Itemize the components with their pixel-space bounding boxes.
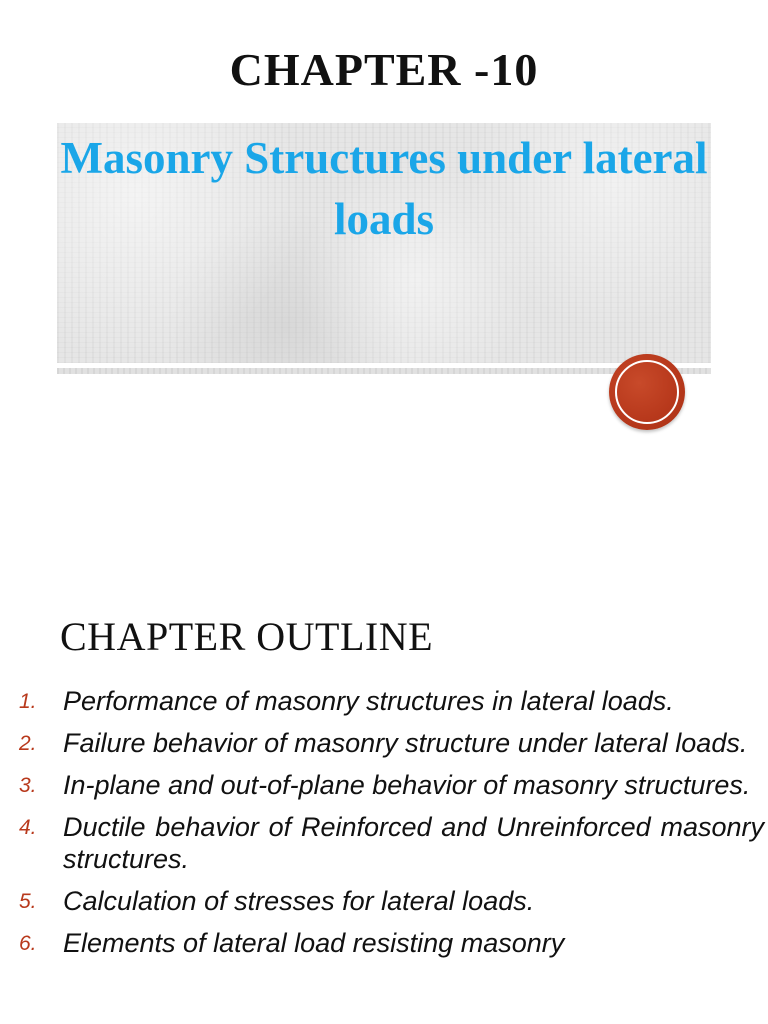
- chapter-heading: CHAPTER -10: [229, 44, 539, 95]
- outline-item-text: Elements of lateral load resisting masonry: [63, 928, 565, 958]
- outline-item-number: 2.: [19, 732, 37, 755]
- outline-item: [0, 885, 768, 917]
- decorative-ring-icon: [615, 360, 679, 424]
- outline-item-number: 1.: [19, 690, 37, 713]
- outline-item-number: 4.: [19, 816, 37, 839]
- outline-item: [0, 685, 768, 717]
- outline-item: [0, 727, 768, 759]
- outline-item-number: 5.: [19, 890, 37, 913]
- slide-title: [30, 128, 738, 250]
- outline-item: [0, 927, 768, 959]
- outline-heading: CHAPTER OUTLINE: [60, 614, 434, 659]
- outline-item-text: Performance of masonry structures in lateral loads.: [63, 686, 674, 716]
- slide-title-line-2: loads: [333, 194, 435, 244]
- outline-item-text: Failure behavior of masonry structure under lateral loads.: [63, 728, 748, 758]
- outline-item: [0, 811, 768, 875]
- outline-item-text: In-plane and out-of-plane behavior of masonry structures.: [63, 770, 751, 800]
- slide-title-line-1: Masonry Structures under lateral: [60, 133, 708, 183]
- outline-item-text: Ductile behavior of Reinforced and Unreinforced masonry structures.: [63, 812, 764, 874]
- outline-list: [0, 685, 768, 969]
- outline-item-text: Calculation of stresses for lateral loads.: [63, 886, 535, 916]
- outline-item: [0, 769, 768, 801]
- decorative-circle-icon: [609, 354, 685, 430]
- outline-item-number: 3.: [19, 774, 37, 797]
- outline-item-number: 6.: [19, 932, 37, 955]
